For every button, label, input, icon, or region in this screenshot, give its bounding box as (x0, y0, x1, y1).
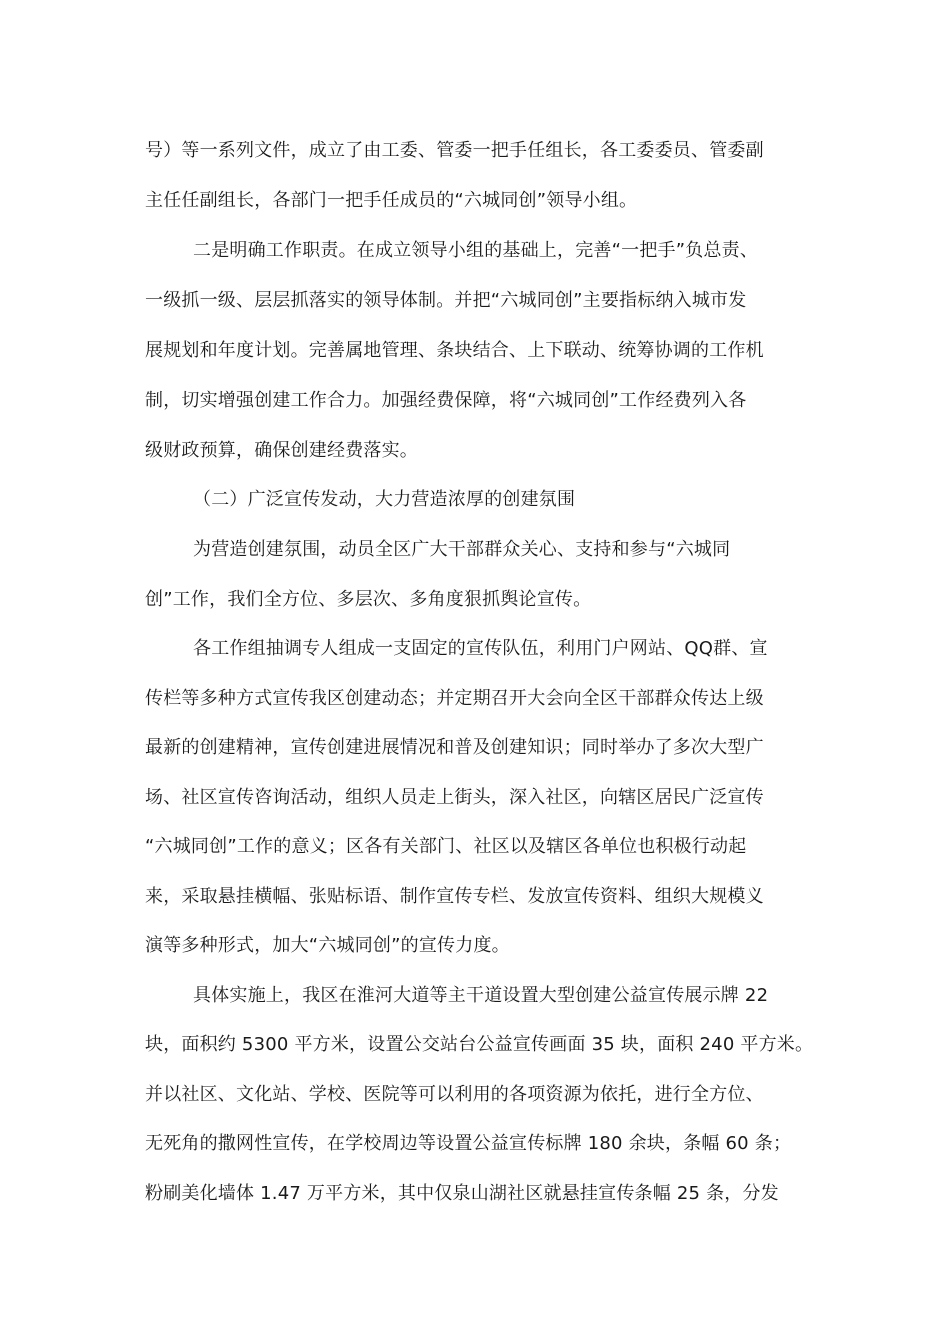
text-line: 创”工作，我们全方位、多层次、多角度狠抓舆论宣传。 (145, 589, 592, 610)
text-line: 演等多种形式，加大“六城同创”的宣传力度。 (145, 935, 510, 956)
text-line: 主任任副组长，各部门一把手任成员的“六城同创”领导小组。 (145, 190, 638, 211)
text-line: 级财政预算，确保创建经费落实。 (145, 440, 418, 461)
text-line: 场、社区宣传咨询活动，组织人员走上街头，深入社区，向辖区居民广泛宣传 (145, 787, 764, 808)
text-line: 二是明确工作职责。在成立领导小组的基础上，完善“一把手”负总责、 (193, 240, 759, 261)
text-line: 最新的创建精神，宣传创建进展情况和普及创建知识；同时举办了多次大型广 (145, 737, 764, 758)
text-line: 展规划和年度计划。完善属地管理、条块结合、上下联动、统筹协调的工作机 (145, 340, 764, 361)
text-line: 来，采取悬挂横幅、张贴标语、制作宣传专栏、发放宣传资料、组织大规模义 (145, 886, 764, 907)
section-heading: （二）广泛宣传发动，大力营造浓厚的创建氛围 (193, 489, 576, 510)
text-line: 并以社区、文化站、学校、医院等可以利用的各项资源为依托，进行全方位、 (145, 1084, 764, 1105)
text-line: 一级抓一级、层层抓落实的领导体制。并把“六城同创”主要指标纳入城市发 (145, 290, 747, 311)
text-line: 制，切实增强创建工作合力。加强经费保障，将“六城同创”工作经费列入各 (145, 390, 747, 411)
text-line: 传栏等多种方式宣传我区创建动态；并定期召开大会向全区干部群众传达上级 (145, 688, 764, 709)
text-line: 无死角的撒网性宣传，在学校周边等设置公益宣传标牌 180 余块，条幅 60 条； (145, 1133, 792, 1154)
text-line: 号）等一系列文件，成立了由工委、管委一把手任组长，各工委委员、管委副 (145, 140, 764, 161)
text-line: 为营造创建氛围，动员全区广大干部群众关心、支持和参与“六城同 (193, 539, 731, 560)
text-line: 粉刷美化墙体 1.47 万平方米，其中仅泉山湖社区就悬挂宣传条幅 25 条，分发 (145, 1183, 779, 1204)
text-line: 各工作组抽调专人组成一支固定的宣传队伍，利用门户网站、QQ群、宣 (193, 638, 768, 659)
text-line: “六城同创”工作的意义；区各有关部门、社区以及辖区各单位也积极行动起 (145, 836, 747, 857)
text-line: 块，面积约 5300 平方米，设置公交站台公益宣传画面 35 块，面积 240 平方米。 (145, 1034, 814, 1055)
text-line: 具体实施上，我区在淮河大道等主干道设置大型创建公益宣传展示牌 22 (193, 985, 769, 1006)
